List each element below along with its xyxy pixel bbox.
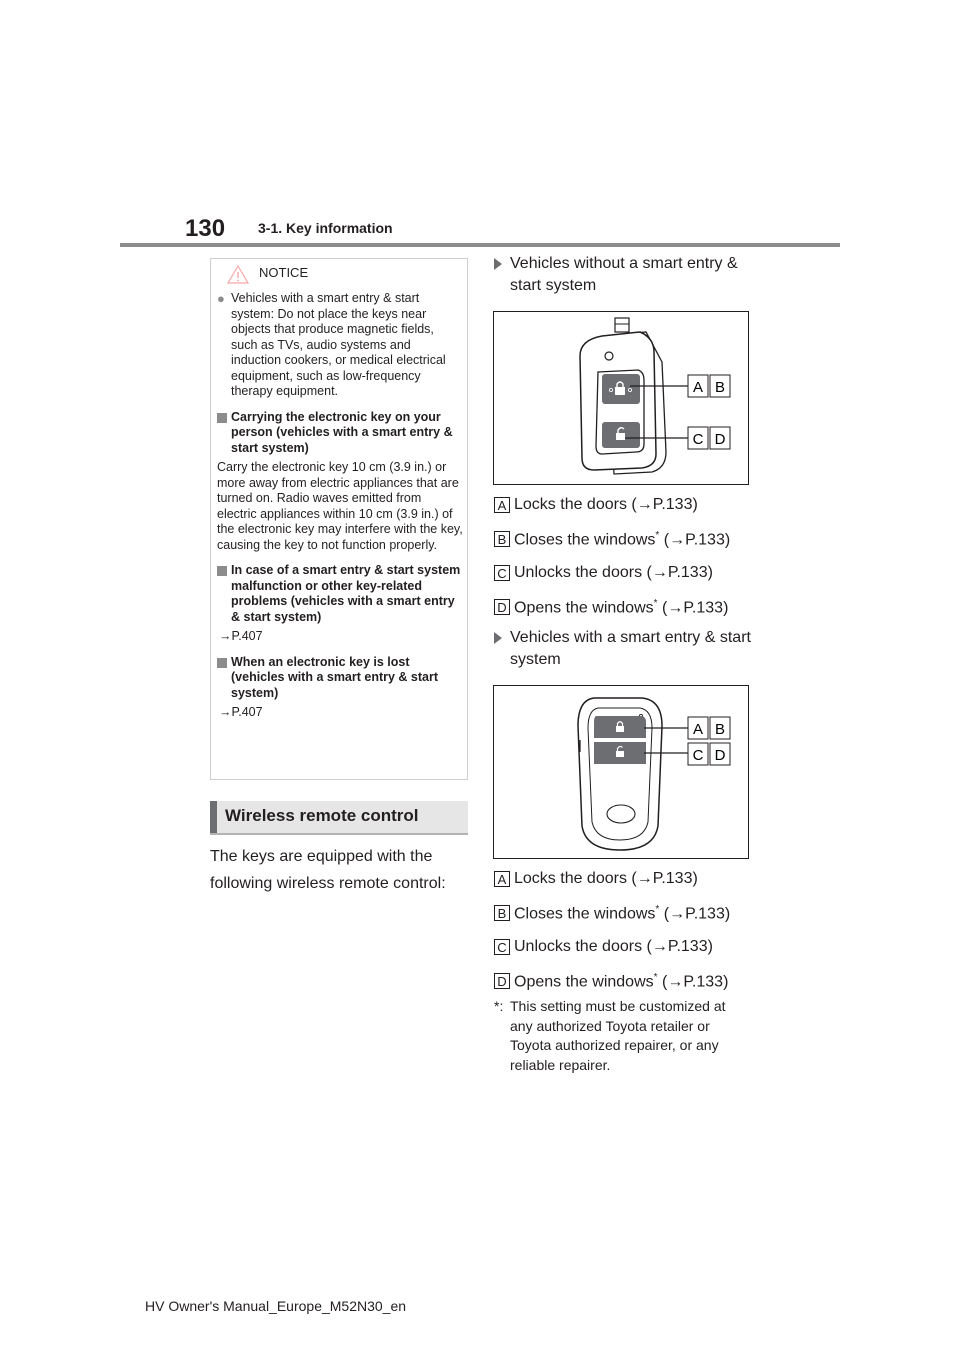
page-footer: HV Owner's Manual_Europe_M52N30_en [145,1298,407,1314]
square-bullet-icon [217,413,227,423]
notice-subheading [217,563,463,625]
legend-letter-box: B [494,531,510,547]
callout-label: C [692,431,704,448]
notice-subheading-text: In case of a smart entry & start system malfunction or other key-related problems (vehicles with a smart entry & start system) [231,563,461,624]
section-heading-rule [210,833,468,835]
callout-label: B [714,379,726,396]
footnote-mark: *: [494,998,504,1014]
folding-key-illustration [494,312,748,484]
callout-label: D [714,747,726,764]
legend-letter-box: D [494,973,510,989]
notice-box [210,258,468,780]
key-figure-folding [493,311,749,485]
legend-letter-box: C [494,939,510,955]
notice-header [211,259,467,289]
legend-letter-box: A [494,871,510,887]
section-heading-text: Wireless remote control [225,806,419,825]
notice-subheading [217,655,463,702]
footnote [494,997,750,1075]
page-number: 130 [185,215,226,242]
callout-label: C [692,747,704,764]
callout-label: A [692,721,704,738]
intro-paragraph: The keys are equipped with the following wireless remote control: [210,848,446,892]
legend-letter-box: C [494,565,510,581]
callout-label: A [692,379,704,396]
notice-subheading-text: When an electronic key is lost (vehicles with a smart entry & start system) [231,654,439,700]
notice-body [217,291,463,731]
callout-label: B [714,721,726,738]
section-title: 3-1. Key information [258,220,393,236]
square-bullet-icon [217,658,227,668]
legend-letter-box: A [494,497,510,513]
notice-title: NOTICE [259,265,309,280]
callout-labels [688,717,730,765]
page-reference-link[interactable]: →P.407 [219,705,263,719]
page-reference-link[interactable]: →P.407 [219,629,263,643]
notice-paragraph: Carry the electronic key 10 cm (3.9 in.) or more away from electric appliances that are turned on. Radio waves emitted from electric appliances within 10 cm (3.9 in.) of the electronic key may interfere with the key, causing the key to not function properly. [217,460,463,552]
callout-label: D [714,431,726,448]
warning-triangle-icon [227,265,249,284]
footnote-text: This setting must be customized at any authorized Toyota retailer or Toyota authorized repairer, or any reliable repairer. [510,998,726,1073]
key-figure-smart [493,685,749,859]
variant-heading-without-smart-entry: Vehicles without a smart entry & start system [494,253,760,297]
triangle-bullet-icon [494,632,502,644]
notice-subheading-text: Carrying the electronic key on your person (vehicles with a smart entry & start system) [231,409,453,455]
square-bullet-icon [217,566,227,576]
section-heading [210,801,468,833]
variant-heading-with-smart-entry: Vehicles with a smart entry & start system [494,627,760,671]
notice-bullet-text: Vehicles with a smart entry & start system: Do not place the keys near objects that produce magnetic fields, such as TVs, audio systems and induction cookers, or medical electrical equipment, such as low-frequency therapy equipment. [231,291,446,398]
legend-letter-box: D [494,599,510,615]
bullet-dot-icon: ● [217,291,225,306]
notice-bullet [217,291,463,400]
notice-subheading [217,410,463,457]
header-rule [120,243,840,247]
legend-letter-box: B [494,905,510,921]
triangle-bullet-icon [494,258,502,270]
smart-key-illustration [494,686,748,858]
callout-labels [688,375,730,449]
